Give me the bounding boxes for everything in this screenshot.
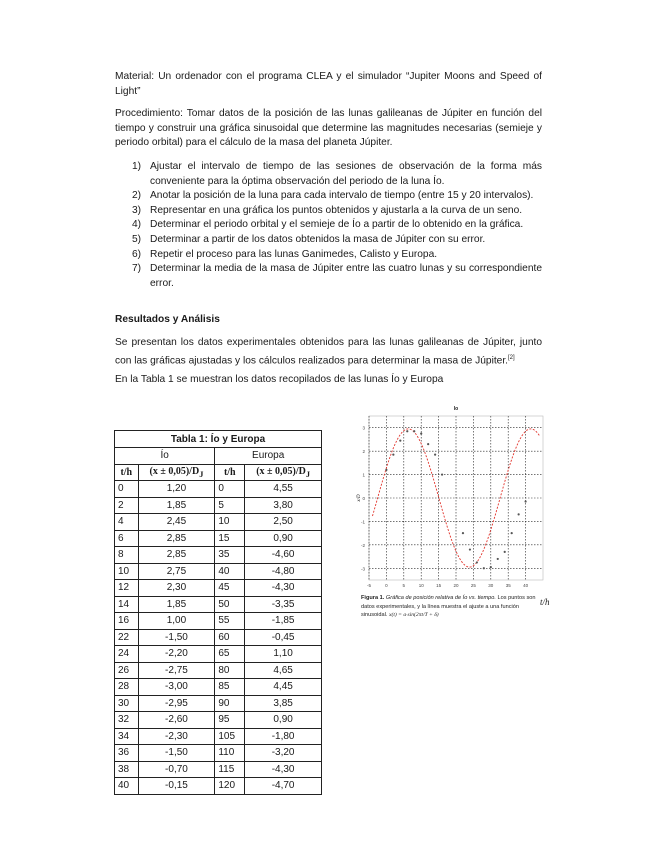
cell-time-europa: 10 <box>215 514 245 531</box>
data-point <box>469 548 471 550</box>
table-row <box>115 712 322 729</box>
procedure-step <box>115 204 542 219</box>
x-tick-label: 20 <box>453 583 459 588</box>
chart-title: Io <box>453 406 459 412</box>
y-tick-label: 3 <box>362 425 365 431</box>
step-text: Anotar la posición de la luna para cada intervalo de tiempo (entre 15 y 20 intervalos). <box>150 190 534 202</box>
cell-time-io: 4 <box>115 514 139 531</box>
data-point <box>497 558 499 560</box>
data-point <box>392 454 394 456</box>
cell-position-io: 2,85 <box>138 530 215 547</box>
cell-time-europa: 115 <box>215 761 245 778</box>
figure-caption: Figura 1. Gráfica de posición relativa de Ío vs. tiempo. Los puntos son datos experimentales, y la línea muestra el ajuste a una función sinusoidal. x(t) = a·sin(2πt/T + δ) <box>361 595 536 619</box>
procedure-step <box>115 189 542 204</box>
y-axis-label: x/D <box>357 494 362 502</box>
table-row <box>115 695 322 712</box>
cell-position-europa: -1,85 <box>245 613 322 630</box>
procedure-step <box>115 262 542 291</box>
cell-position-io: -2,95 <box>138 695 215 712</box>
y-tick-label: 2 <box>362 449 365 455</box>
cell-position-io: -1,50 <box>138 629 215 646</box>
cell-time-io: 36 <box>115 745 139 762</box>
y-tick-label: 0 <box>362 496 365 501</box>
x-tick-label: 0 <box>385 583 388 588</box>
data-point <box>483 567 485 569</box>
group-header-io: Ío <box>115 448 215 465</box>
cell-time-io: 30 <box>115 695 139 712</box>
table-row <box>115 514 322 531</box>
cell-time-io: 10 <box>115 563 139 580</box>
step-text: Ajustar el intervalo de tiempo de las sesiones de observación de la forma más conveniente para la óptima observación del periodo de la luna Ío. <box>150 161 542 187</box>
cell-position-io: -2,75 <box>138 662 215 679</box>
table-title: Tabla 1: Ío y Europa <box>115 431 322 448</box>
cell-time-io: 32 <box>115 712 139 729</box>
cell-position-io: -0,15 <box>138 778 215 795</box>
cell-position-io: 1,85 <box>138 497 215 514</box>
cell-time-io: 0 <box>115 481 139 498</box>
cell-time-io: 40 <box>115 778 139 795</box>
table-row <box>115 662 322 679</box>
cell-position-io: 1,00 <box>138 613 215 630</box>
step-number: 7) <box>132 263 142 275</box>
table-row <box>115 613 322 630</box>
cell-position-io: 2,45 <box>138 514 215 531</box>
data-point <box>385 469 387 471</box>
cell-position-io: 1,85 <box>138 596 215 613</box>
io-position-chart <box>355 402 547 590</box>
time-axis-label: t/h <box>540 597 550 607</box>
cell-time-europa: 5 <box>215 497 245 514</box>
step-number: 4) <box>132 219 142 231</box>
col-header-position-io: $(x \pm 0,05)/D_J$ <box>138 464 215 481</box>
procedure-paragraph: Procedimiento: Tomar datos de la posición de las lunas galileanas de Júpiter en función del tiempo y construir una gráfica sinusoidal que determine las magnitudes necesarias (semieje y periodo orbital) para el cálculo de la masa del planeta Júpiter. <box>115 108 542 149</box>
cell-position-europa: 4,55 <box>245 481 322 498</box>
data-point <box>406 430 408 432</box>
step-text: Repetir el proceso para las lunas Ganimedes, Calisto y Europa. <box>150 248 438 260</box>
cell-position-europa: -4,70 <box>245 778 322 795</box>
data-point <box>511 532 513 534</box>
cell-time-europa: 80 <box>215 662 245 679</box>
cell-time-io: 28 <box>115 679 139 696</box>
cell-position-europa: -4,80 <box>245 563 322 580</box>
cell-time-europa: 35 <box>215 547 245 564</box>
cell-time-io: 14 <box>115 596 139 613</box>
step-number: 1) <box>132 161 142 172</box>
table-row <box>115 761 322 778</box>
procedure-step <box>115 233 542 248</box>
step-number: 5) <box>132 233 142 245</box>
step-text: Determinar a partir de los datos obtenidos la masa de Júpiter con su error. <box>150 233 486 245</box>
data-point <box>525 500 527 502</box>
cell-time-io: 8 <box>115 547 139 564</box>
y-tick-label: -2 <box>360 542 365 548</box>
cell-position-io: -3,00 <box>138 679 215 696</box>
cell-position-europa: -1,80 <box>245 728 322 745</box>
cell-time-io: 24 <box>115 646 139 663</box>
col-header-time-europa: t/h <box>215 464 245 481</box>
cell-time-europa: 110 <box>215 745 245 762</box>
y-tick-label: -3 <box>360 566 365 572</box>
table-row <box>115 580 322 597</box>
cell-time-europa: 65 <box>215 646 245 663</box>
data-table <box>114 430 322 795</box>
step-text: Determinar la media de la masa de Júpiter entre las cuatro lunas y su correspondiente error. <box>150 263 542 289</box>
cell-position-io: -0,70 <box>138 761 215 778</box>
cell-position-io: 2,85 <box>138 547 215 564</box>
table-row <box>115 563 322 580</box>
cell-time-europa: 45 <box>215 580 245 597</box>
cell-position-europa: 2,50 <box>245 514 322 531</box>
x-tick-label: 25 <box>470 583 476 588</box>
material-paragraph: Material: Un ordenador con el programa CLEA y el simulador “Jupiter Moons and Speed of Light” <box>115 71 542 97</box>
cell-position-io: -1,50 <box>138 745 215 762</box>
step-number: 6) <box>132 248 142 260</box>
data-point <box>434 454 436 456</box>
cell-time-io: 22 <box>115 629 139 646</box>
cell-position-io: 2,30 <box>138 580 215 597</box>
cell-time-io: 26 <box>115 662 139 679</box>
data-point <box>420 432 422 434</box>
data-point <box>427 443 429 445</box>
step-text: Determinar el periodo orbital y el semieje de Ío a partir de lo obtenido en la gráfica. <box>150 219 524 231</box>
cell-position-europa: 0,90 <box>245 530 322 547</box>
data-point <box>462 532 464 534</box>
cell-position-europa: -3,35 <box>245 596 322 613</box>
table-row <box>115 679 322 696</box>
table-row <box>115 481 322 498</box>
data-point <box>518 513 520 515</box>
reference-mark: [2] <box>507 354 515 361</box>
cell-time-europa: 0 <box>215 481 245 498</box>
cell-time-io: 2 <box>115 497 139 514</box>
cell-position-europa: -4,30 <box>245 761 322 778</box>
x-tick-label: 15 <box>436 583 442 588</box>
table-row <box>115 629 322 646</box>
cell-position-io: -2,60 <box>138 712 215 729</box>
x-tick-label: 5 <box>402 583 406 588</box>
cell-position-io: 2,75 <box>138 563 215 580</box>
table-row <box>115 547 322 564</box>
cell-time-europa: 85 <box>215 679 245 696</box>
cell-time-europa: 15 <box>215 530 245 547</box>
table-row <box>115 745 322 762</box>
x-tick-label: 30 <box>488 583 494 588</box>
cell-time-europa: 120 <box>215 778 245 795</box>
data-point <box>399 440 401 442</box>
table-intro: En la Tabla 1 se muestran los datos recopilados de las lunas Ío y Europa <box>115 374 444 385</box>
cell-position-io: 1,20 <box>138 481 215 498</box>
cell-position-io: -2,20 <box>138 646 215 663</box>
col-header-position-europa: $(x \pm 0,05)/D_J$ <box>245 464 322 481</box>
x-tick-label: 40 <box>523 583 529 588</box>
cell-position-europa: 1,10 <box>245 646 322 663</box>
procedure-steps <box>115 160 542 291</box>
data-point <box>504 551 506 553</box>
data-point <box>476 561 478 563</box>
cell-time-io: 6 <box>115 530 139 547</box>
procedure-step <box>115 218 542 233</box>
x-tick-label: 10 <box>418 583 424 588</box>
table-row <box>115 728 322 745</box>
cell-position-europa: 3,85 <box>245 695 322 712</box>
cell-time-europa: 90 <box>215 695 245 712</box>
group-header-europa: Europa <box>215 448 322 465</box>
cell-position-europa: 4,45 <box>245 679 322 696</box>
data-point <box>441 473 443 475</box>
table-row <box>115 778 322 795</box>
cell-time-io: 34 <box>115 728 139 745</box>
results-paragraph: Se presentan los datos experimentales obtenidos para las lunas galileanas de Júpiter, junto con las gráficas ajustadas y los cálculos realizados para determinar la masa de Júpiter.[2] <box>115 337 542 366</box>
cell-position-europa: -0,45 <box>245 629 322 646</box>
table-row <box>115 497 322 514</box>
cell-time-io: 38 <box>115 761 139 778</box>
cell-time-europa: 95 <box>215 712 245 729</box>
step-text: Representar en una gráfica los puntos obtenidos y ajustarla a la curva de un seno. <box>150 204 523 216</box>
cell-position-europa: 3,80 <box>245 497 322 514</box>
col-header-time-io: t/h <box>115 464 139 481</box>
procedure-step <box>115 248 542 263</box>
cell-time-europa: 40 <box>215 563 245 580</box>
cell-time-io: 16 <box>115 613 139 630</box>
cell-time-io: 12 <box>115 580 139 597</box>
cell-position-europa: 0,90 <box>245 712 322 729</box>
cell-position-europa: -4,60 <box>245 547 322 564</box>
cell-time-europa: 105 <box>215 728 245 745</box>
x-tick-label: 35 <box>505 583 511 588</box>
cell-time-europa: 55 <box>215 613 245 630</box>
step-number: 3) <box>132 204 142 216</box>
x-tick-label: -5 <box>366 583 372 588</box>
y-tick-label: 1 <box>362 472 365 478</box>
table-row <box>115 596 322 613</box>
procedure-step <box>115 160 542 189</box>
results-heading: Resultados y Análisis <box>115 314 220 325</box>
data-point <box>490 566 492 568</box>
table-row <box>115 646 322 663</box>
table-row <box>115 530 322 547</box>
cell-position-io: -2,30 <box>138 728 215 745</box>
cell-position-europa: -4,30 <box>245 580 322 597</box>
cell-position-europa: 4,65 <box>245 662 322 679</box>
data-point <box>413 430 415 432</box>
y-tick-label: -1 <box>360 519 365 525</box>
cell-position-europa: -3,20 <box>245 745 322 762</box>
cell-time-europa: 60 <box>215 629 245 646</box>
cell-time-europa: 50 <box>215 596 245 613</box>
step-number: 2) <box>132 190 142 202</box>
